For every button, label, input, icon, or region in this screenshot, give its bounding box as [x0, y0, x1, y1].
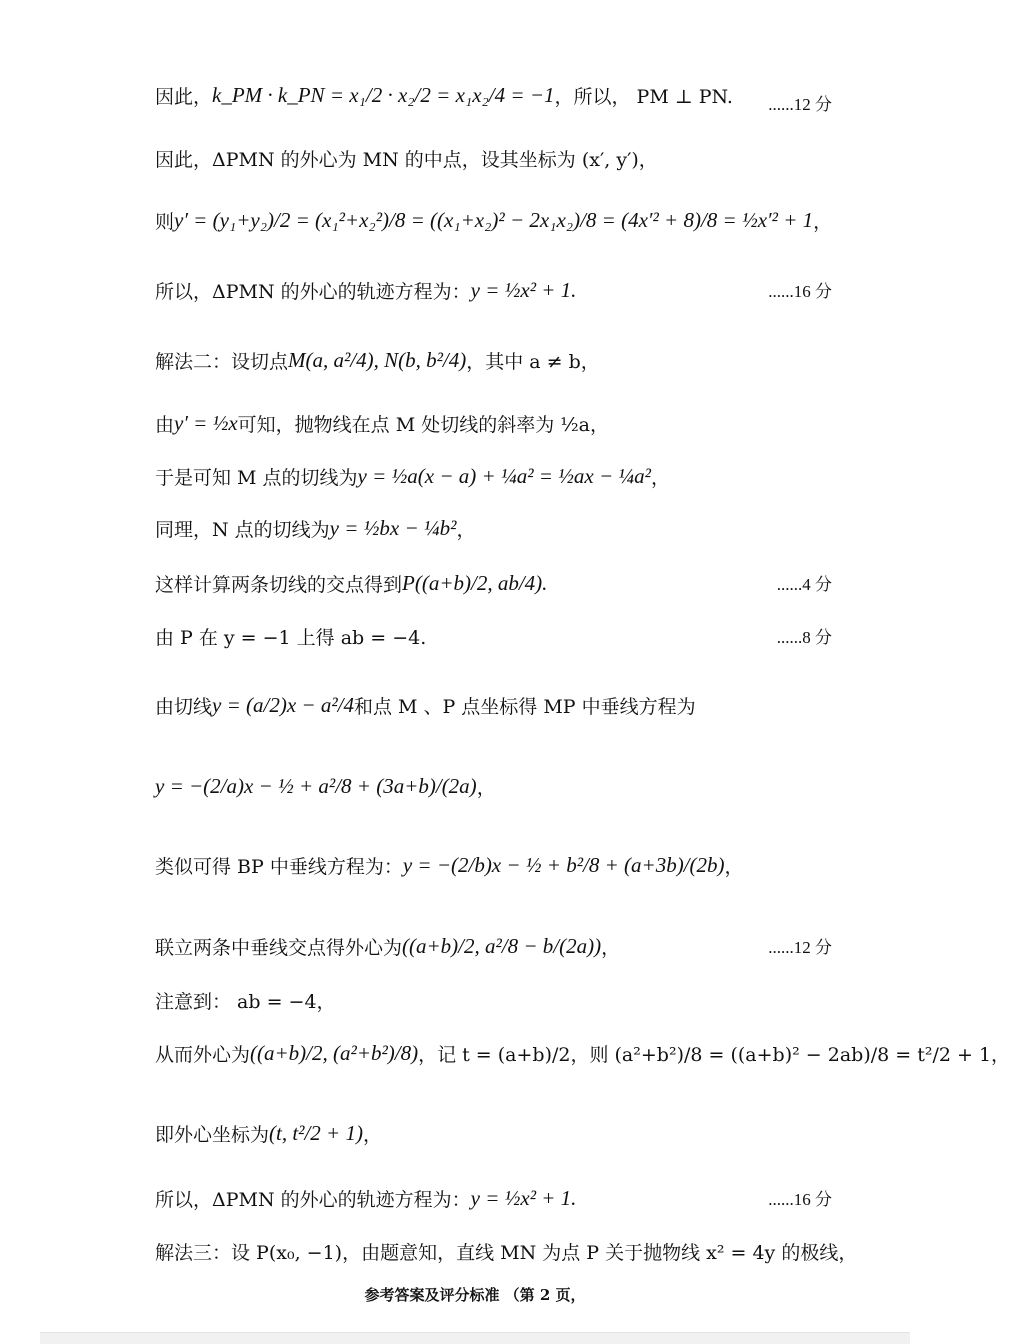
- line-text: 同理，N 点的切线为: [155, 519, 330, 541]
- line-17: [155, 1120, 835, 1147]
- line-6: [155, 410, 835, 437]
- formula: y′ = ½x: [174, 411, 238, 435]
- line-7: [155, 463, 835, 490]
- line-text: 类似可得 BP 中垂线方程为：: [155, 856, 403, 878]
- formula: ((a+b)/2, (a²+b²)/8): [250, 1041, 419, 1065]
- formula: y = ½x² + 1.: [470, 1186, 577, 1210]
- line-5: [155, 347, 835, 374]
- line-after: ，其中 a ≠ b，: [466, 351, 600, 373]
- score-mark: ......16 分: [768, 1190, 832, 1209]
- line-text: 所以，ΔPMN 的外心的轨迹方程为：: [155, 281, 471, 303]
- formula: y = −(2/b)x − ½ + b²/8 + (a+3b)/(2b): [402, 853, 725, 877]
- line-after: ，: [813, 211, 833, 233]
- line-13: [155, 852, 835, 879]
- line-1: [155, 82, 835, 109]
- line-text: 这样计算两条切线的交点得到: [155, 574, 403, 596]
- line-text: 因此，ΔPMN 的外心为 MN 的中点，设其坐标为 (x′, y′)，: [155, 149, 658, 171]
- line-12: [155, 773, 835, 800]
- formula: (t, t²/2 + 1): [269, 1121, 363, 1145]
- score-mark: ......12 分: [768, 938, 832, 957]
- formula: y = (a/2)x − a²/4: [212, 693, 354, 717]
- line-after: ，: [601, 937, 621, 959]
- line-after: ，: [456, 519, 476, 541]
- formula: y = −(2/a)x − ½ + a²/8 + (3a+b)/(2a): [155, 774, 477, 798]
- line-9: [155, 570, 835, 597]
- line-text: 所以，ΔPMN 的外心的轨迹方程为：: [155, 1189, 471, 1211]
- formula: y = ½bx − ¼b²: [329, 516, 457, 540]
- formula: ((a+b)/2, a²/8 − b/(2a)): [402, 934, 602, 958]
- line-after: 可知，抛物线在点 M 处切线的斜率为 ½a，: [237, 414, 609, 436]
- line-11: [155, 692, 835, 719]
- line-text: 由 P 在 y = −1 上得 ab = −4.: [155, 627, 427, 649]
- formula: P((a+b)/2, ab/4).: [402, 571, 548, 595]
- line-text: 注意到： ab = −4，: [155, 991, 336, 1013]
- score-mark: ......16 分: [768, 282, 832, 301]
- line-text: 由切线: [155, 696, 213, 718]
- line-8: [155, 515, 835, 542]
- line-after: ，记 t = (a+b)/2，则 (a²+b²)/8 = ((a+b)² − 2ab)/8 = t²/2 + 1，: [418, 1044, 1010, 1066]
- score-mark: ......8 分: [776, 628, 832, 647]
- page-edge: [40, 1332, 910, 1344]
- line-text: 联立两条中垂线交点得外心为: [155, 937, 403, 959]
- line-14: [155, 933, 835, 960]
- line-19: [155, 1238, 858, 1265]
- line-text: 由: [155, 414, 175, 436]
- formula: k_PM · k_PN = x₁/2 · x₂/2 = x₁x₂/4 = −1: [212, 83, 555, 107]
- score-mark: ......12 分: [768, 95, 832, 114]
- line-after: ，: [476, 777, 496, 799]
- line-after: 和点 M 、P 点坐标得 MP 中垂线方程为: [353, 696, 696, 718]
- line-after: ，: [724, 856, 744, 878]
- line-4: [155, 277, 835, 304]
- line-18: [155, 1185, 835, 1212]
- line-text: 则: [155, 211, 175, 233]
- line-2: [155, 145, 835, 172]
- line-text: 即外心坐标为: [155, 1124, 270, 1146]
- line-text: 因此，: [155, 86, 213, 108]
- line-after: ，: [362, 1124, 382, 1146]
- line-text: 解法三：设 P(x₀, −1)，由题意知，直线 MN 为点 P 关于抛物线 x² = 4y 的极线，: [155, 1242, 858, 1264]
- formula: y = ½a(x − a) + ¼a² = ½ax − ¼a²: [357, 464, 651, 488]
- formula: y = ½x² + 1.: [470, 278, 577, 302]
- line-3: [155, 207, 835, 234]
- line-text: 从而外心为: [155, 1044, 251, 1066]
- formula: y′ = (y₁+y₂)/2 = (x₁²+x₂²)/8 = ((x₁+x₂)² − 2x₁x₂)/8 = (4x′² + 8)/8 = ½x′² + 1: [174, 208, 814, 232]
- page-footer: 参考答案及评分标准 （第 2 页，: [364, 1286, 586, 1304]
- line-text: 解法二：设切点: [155, 351, 289, 373]
- formula: M(a, a²/4), N(b, b²/4): [288, 348, 467, 372]
- line-10: [155, 623, 835, 650]
- line-16: [155, 1040, 1010, 1067]
- line-after: ，: [650, 467, 670, 489]
- score-mark: ......4 分: [776, 575, 832, 594]
- line-after: ，所以， PM ⊥ PN.: [554, 86, 733, 108]
- line-15: [155, 987, 835, 1014]
- line-text: 于是可知 M 点的切线为: [155, 467, 358, 489]
